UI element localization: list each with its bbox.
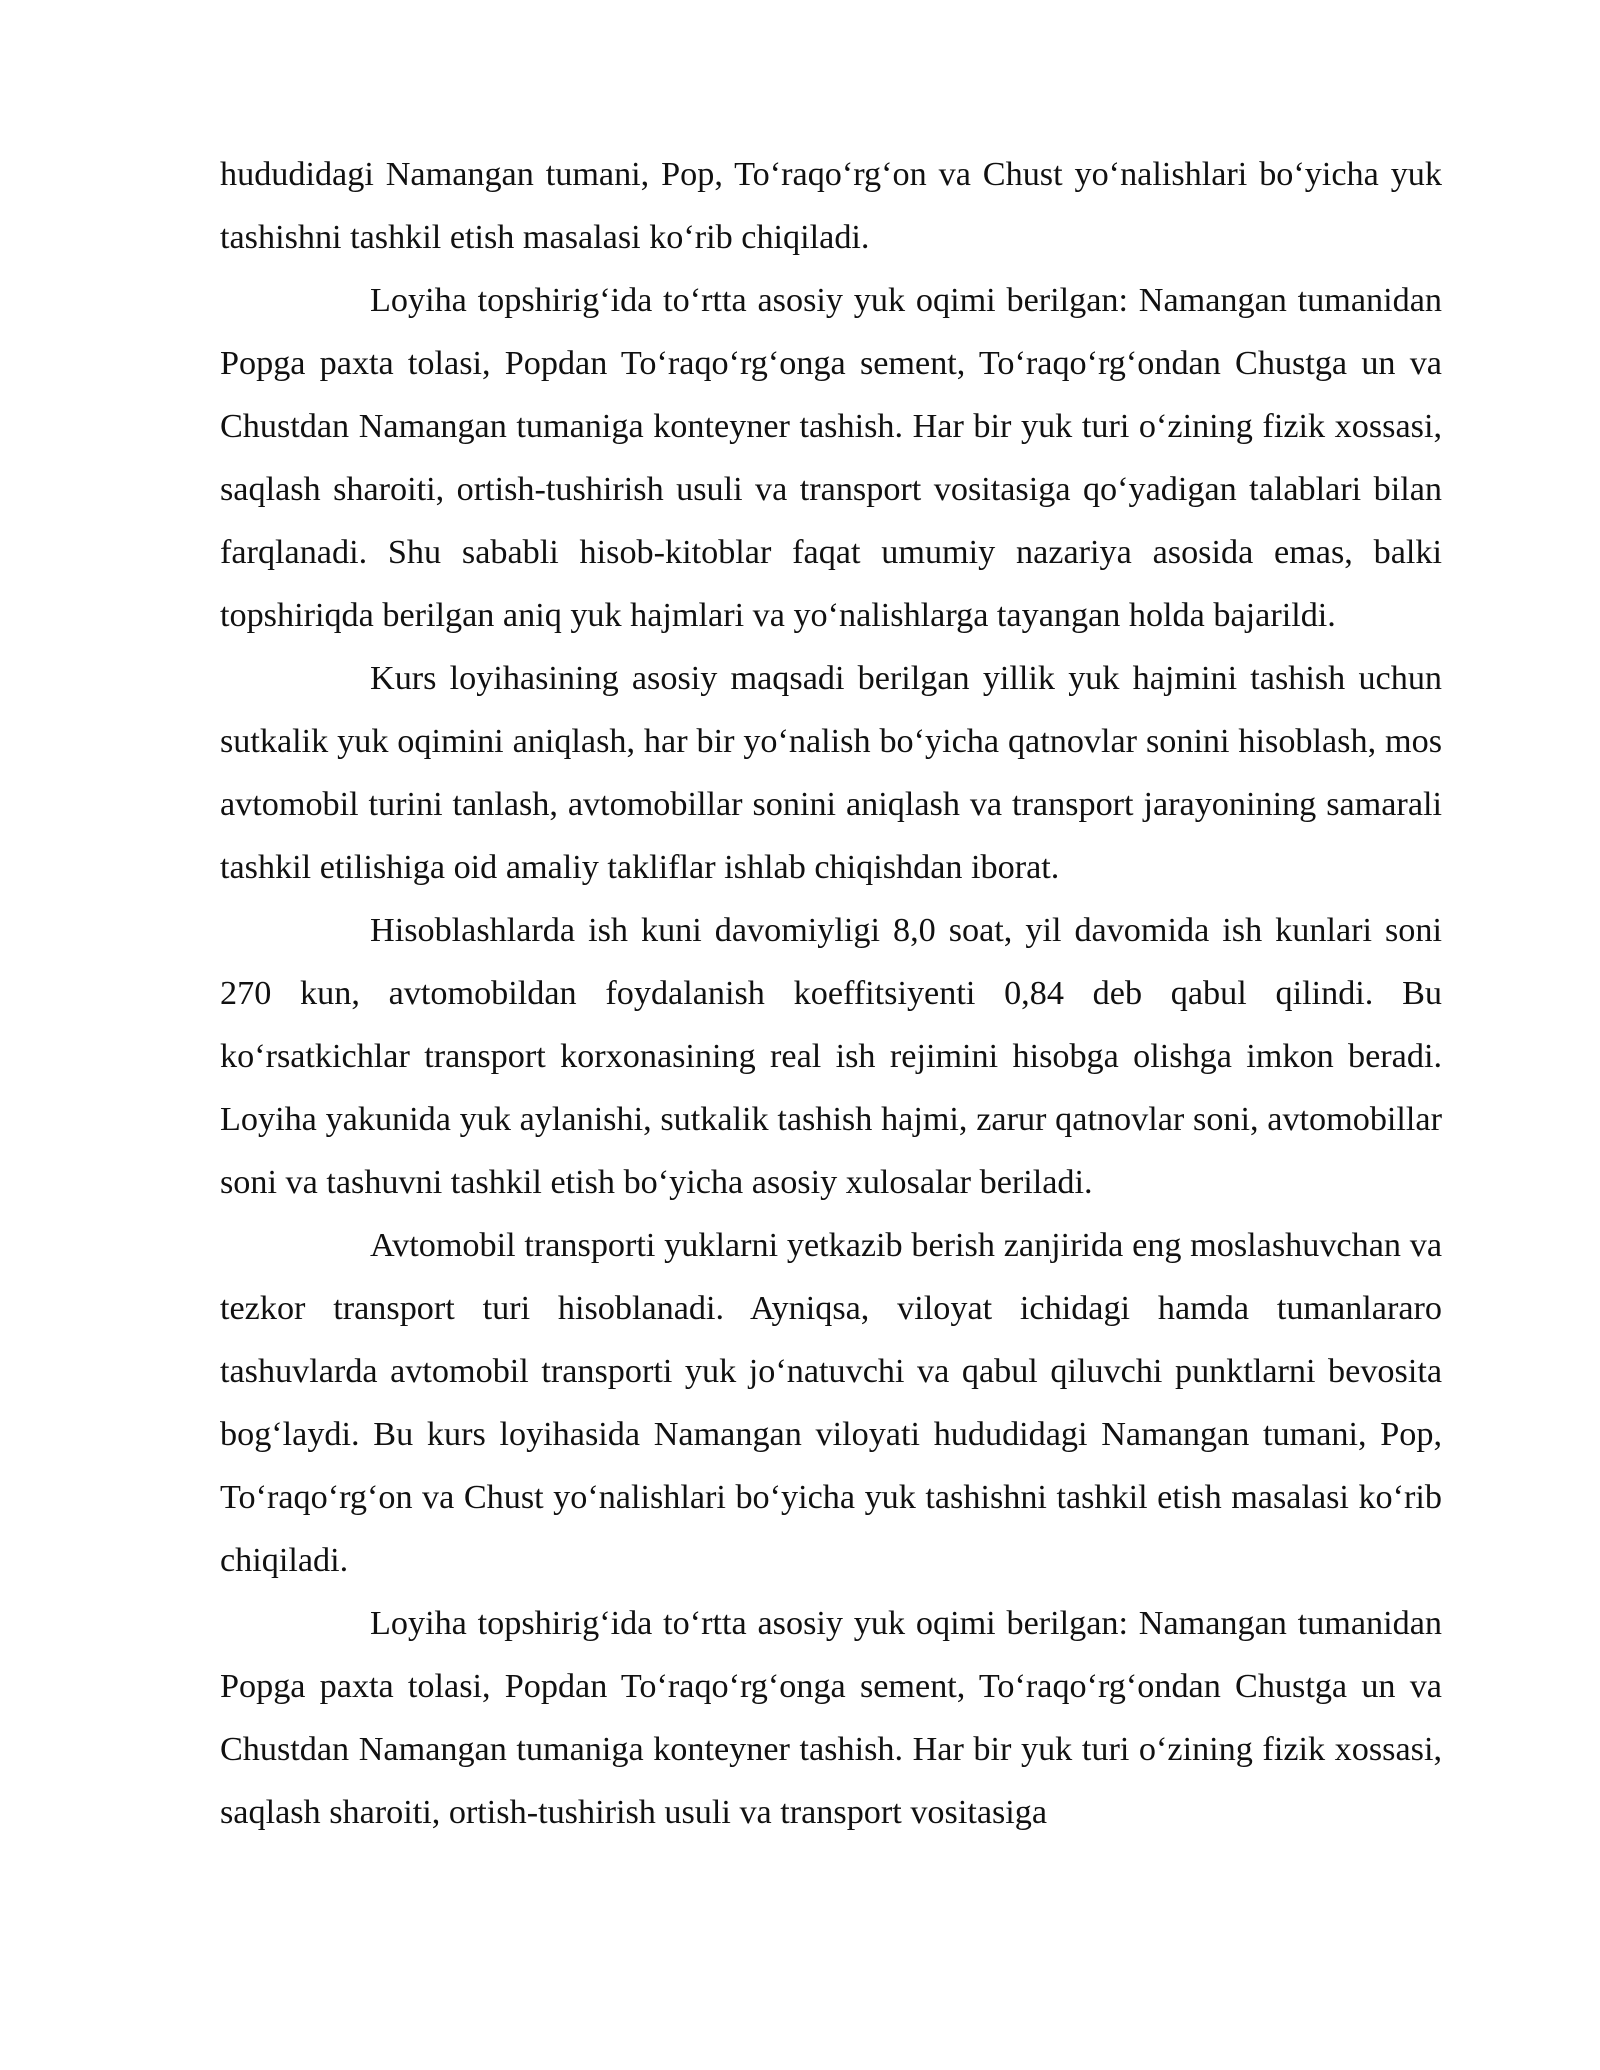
document-body (220, 143, 1442, 1844)
paragraph-5: Avtomobil transporti yuklarni yetkazib berish zanjirida eng moslashuvchan va tezkor transport turi hisoblanadi. Ayniqsa, viloyat ichidagi hamda tumanlararo tashuvlarda avtomobil transporti yuk jo‘natuvchi va qabul qiluvchi punktlarni bevosita bog‘laydi. Bu kurs loyihasida Namangan viloyati hududidagi Namangan tumani, Pop, To‘raqo‘rg‘on va Chust yo‘nalishlari bo‘yicha yuk tashishni tashkil etish masalasi ko‘rib chiqiladi. (220, 1227, 1442, 1579)
paragraph-6: Loyiha topshirig‘ida to‘rtta asosiy yuk oqimi berilgan: Namangan tumanidan Popga paxta tolasi, Popdan To‘raqo‘rg‘onga sement, To‘raqo‘rg‘ondan Chustga un va Chustdan Namangan tumaniga konteyner tashish. Har bir yuk turi o‘zining fizik xossasi, saqlash sharoiti, ortish-tushirish usuli va transport vositasiga (220, 1605, 1442, 1831)
paragraph-4: Hisoblashlarda ish kuni davomiyligi 8,0 soat, yil davomida ish kunlari soni 270 kun, avtomobildan foydalanish koeffitsiyenti 0,84 deb qabul qilindi. Bu ko‘rsatkichlar transport korxonasining real ish rejimini hisobga olishga imkon beradi. Loyiha yakunida yuk aylanishi, sutkalik tashish hajmi, zarur qatnovlar soni, avtomobillar soni va tashuvni tashkil etish bo‘yicha asosiy xulosalar beriladi. (220, 912, 1442, 1201)
paragraph-1: hududidagi Namangan tumani, Pop, To‘raqo‘rg‘on va Chust yo‘nalishlari bo‘yicha yuk tashishni tashkil etish masalasi ko‘rib chiqiladi. (220, 156, 1442, 256)
paragraph-3: Kurs loyihasining asosiy maqsadi berilgan yillik yuk hajmini tashish uchun sutkalik yuk oqimini aniqlash, har bir yo‘nalish bo‘yicha qatnovlar sonini hisoblash, mos avtomobil turini tanlash, avtomobillar sonini aniqlash va transport jarayonining samarali tashkil etilishiga oid amaliy takliflar ishlab chiqishdan iborat. (220, 660, 1442, 886)
paragraph-2: Loyiha topshirig‘ida to‘rtta asosiy yuk oqimi berilgan: Namangan tumanidan Popga paxta tolasi, Popdan To‘raqo‘rg‘onga sement, To‘raqo‘rg‘ondan Chustga un va Chustdan Namangan tumaniga konteyner tashish. Har bir yuk turi o‘zining fizik xossasi, saqlash sharoiti, ortish-tushirish usuli va transport vositasiga qo‘yadigan talablari bilan farqlanadi. Shu sababli hisob-kitoblar faqat umumiy nazariya asosida emas, balki topshiriqda berilgan aniq yuk hajmlari va yo‘nalishlarga tayangan holda bajarildi. (220, 282, 1442, 634)
